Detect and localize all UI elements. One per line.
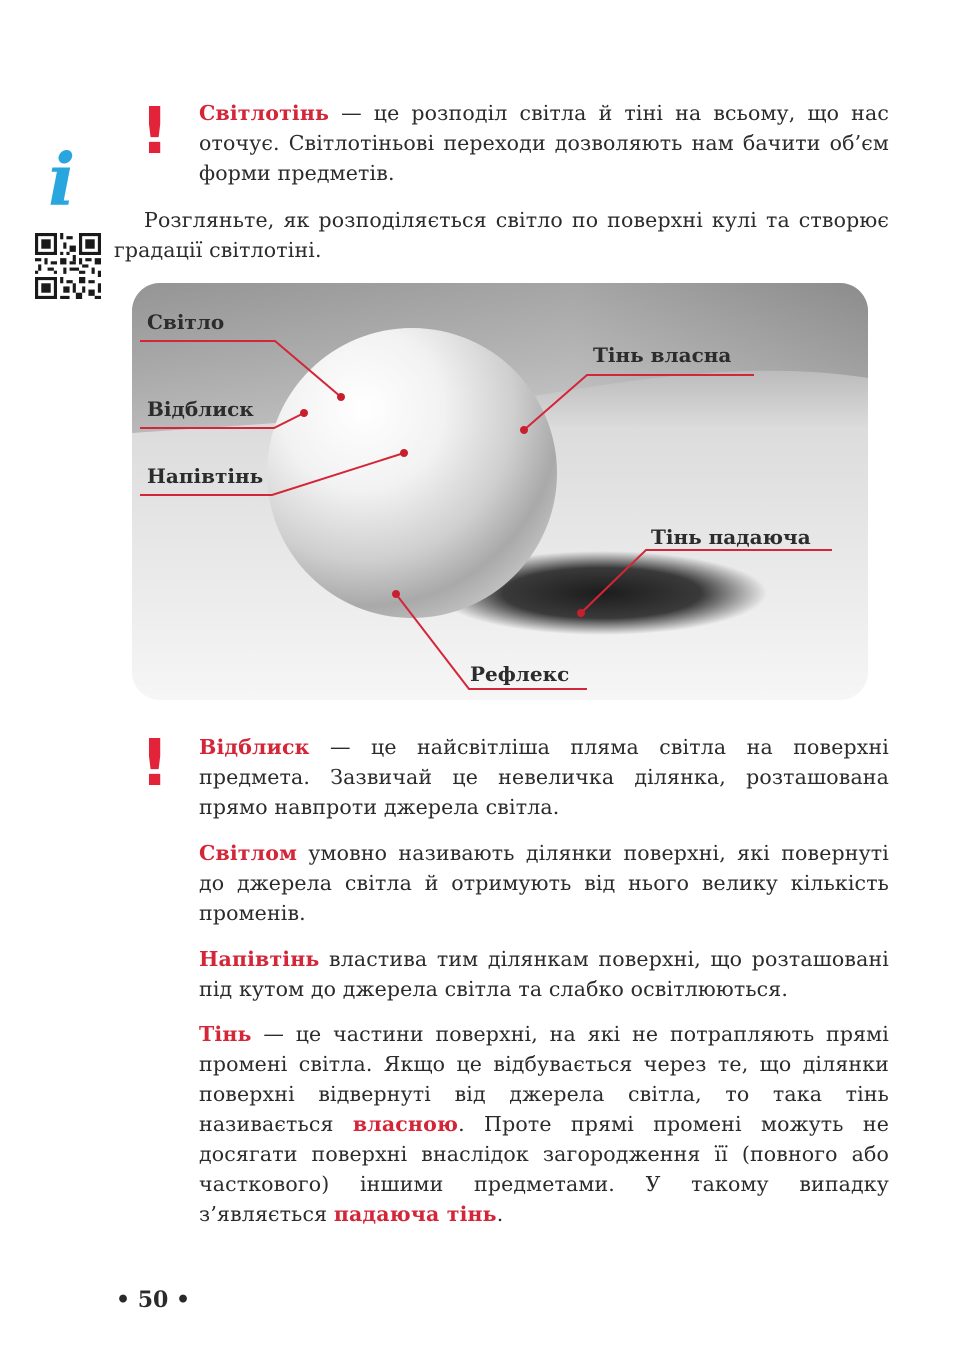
term-tin: Тінь [199,1022,252,1046]
definition-light [199,838,889,928]
term-vlasnoyu: власною [352,1112,459,1136]
label-cast-shadow: Тінь падаюча [651,525,811,549]
definition-halftone [199,944,889,1004]
dot-cast-shadow [577,609,585,617]
dot-reflex [392,590,400,598]
term-svitlom: Світлом [199,841,298,865]
callout-lines [132,283,868,700]
dot-light [337,393,345,401]
qr-code-icon[interactable] [35,233,101,299]
intro-definition [199,98,889,188]
label-light: Світло [147,310,225,334]
label-own-shadow: Тінь власна [593,343,732,367]
intro-text: — це розподіл світла й тіні на всьому, що нас оточує. Світлотіньові переходи дозволяють нам бачити об’єм форми предметів. [199,101,889,185]
label-reflex: Рефлекс [470,662,570,686]
definition-light-text: умовно називають ділянки поверхні, які повернуті до джерела світла й отримують від нього велику кількість променів. [199,841,889,925]
definition-shadow [199,1019,889,1229]
prompt-paragraph: Розгляньте, як розподіляється світло по поверхні кулі та створює градації світлотіні. [114,208,889,262]
term-padayucha-tin: падаюча тінь [333,1202,497,1226]
term-vidblysk: Відблиск [199,735,310,759]
exclamation-icon: ! [140,727,170,801]
definition-highlight [199,732,889,822]
info-icon: i [48,137,76,222]
sphere-figure [132,283,868,700]
dot-own-shadow [520,426,528,434]
definition-shadow-text-3: . [496,1202,504,1226]
definition-shadow-text-1: — це частини поверхні, на які не потрапляють прямі промені світла. Якщо це відбувається через те, що ділянки поверхні відвернуті від джерела світла, то така тінь називається [199,1022,889,1136]
page-number: • 50 • [116,1287,191,1313]
dot-halftone [400,449,408,457]
dot-highlight [300,409,308,417]
definition-highlight-text: — це найсвітліша пляма світла на поверхні предмета. Зазвичай це невеличка ділянка, розташована прямо навпроти джерела світла. [199,735,889,819]
term-napivtin: Напівтінь [199,947,320,971]
label-highlight: Відблиск [147,397,254,421]
term-svitlotin: Світлотінь [199,101,330,125]
definition-halftone-text: властива тим ділянкам поверхні, що розташовані під кутом до джерела світла та слабко освітлюються. [199,947,889,1001]
label-halftone: Напівтінь [147,464,264,488]
exclamation-icon: ! [140,95,170,169]
definition-shadow-text-2: . Проте прямі промені можуть не досягати поверхні внаслідок загородження її (повного або часткового) іншими предметами. У такому випадку з’являється [199,1112,889,1226]
